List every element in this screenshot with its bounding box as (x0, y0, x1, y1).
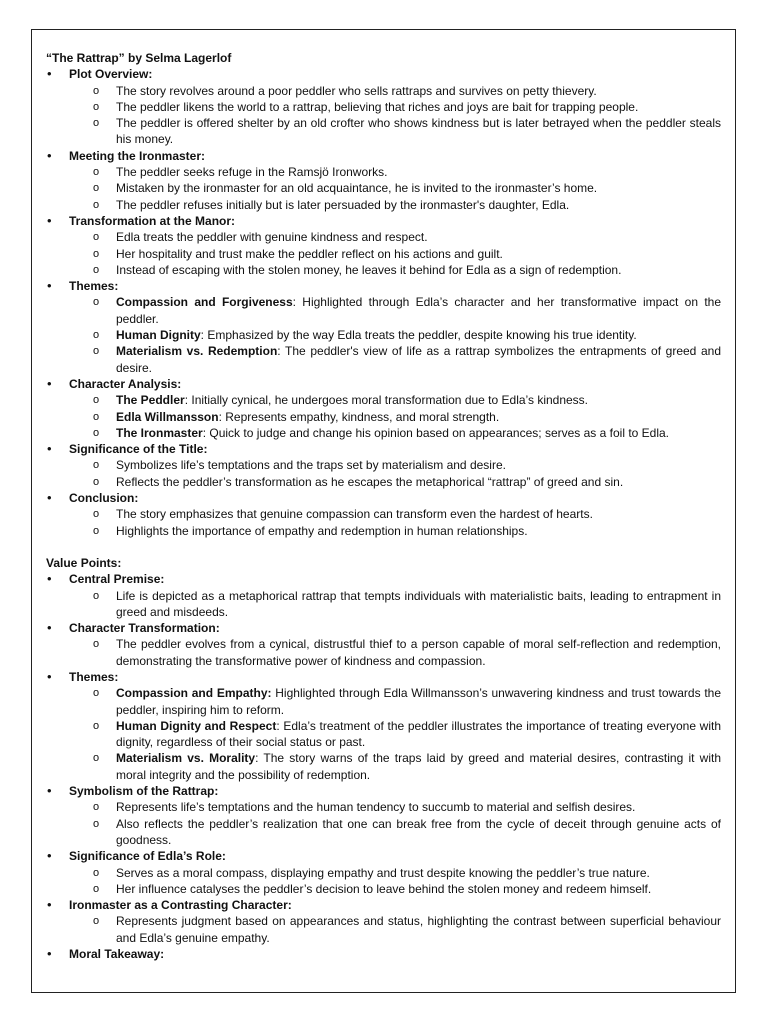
list-item (46, 881, 721, 897)
item-text: Instead of escaping with the stolen money, he leaves it behind for Edla as a sign of redemption. (116, 262, 622, 277)
item-text: Represents judgment based on appearances and status, highlighting the contrast between superficial behaviour and Edla’s genuine empathy. (116, 914, 721, 945)
item-text: Reflects the peddler’s transformation as he escapes the metaphorical “rattrap” of greed and sin. (116, 474, 624, 489)
bullet-icon: • (47, 620, 52, 636)
item-text: Her hospitality and trust make the peddler reflect on his actions and guilt. (116, 246, 503, 261)
section (46, 783, 721, 799)
list-item (46, 246, 721, 262)
list-item (46, 99, 721, 115)
item-text: : The story warns of the traps laid by greed and material desires, contrasting it with moral integrity and the possibility of redemption. (116, 751, 721, 782)
list-item (46, 229, 721, 245)
list-item (46, 588, 721, 621)
item-text: The story emphasizes that genuine compassion can transform even the hardest of hearts. (116, 507, 593, 522)
circle-bullet-icon: o (93, 84, 100, 97)
list-item (46, 164, 721, 180)
section (46, 897, 721, 913)
item-lead: Edla Willmansson (116, 409, 219, 424)
circle-bullet-icon: o (93, 915, 100, 928)
item-text: Also reflects the peddler’s realization that one can break free from the cycle of deceit through genuine acts of goodness. (116, 816, 721, 847)
circle-bullet-icon: o (93, 394, 100, 407)
item-text: : The peddler's view of life as a rattrap symbolizes the entrapments of greed and desire. (116, 344, 721, 375)
bullet-icon: • (47, 668, 52, 684)
item-text: Highlights the importance of empathy and redemption in human relationships. (116, 523, 528, 538)
section (46, 669, 721, 685)
circle-bullet-icon: o (93, 866, 100, 879)
section (46, 620, 721, 636)
item-text: : Highlighted through Edla’s character and her transformative impact on the peddler. (116, 295, 721, 326)
circle-bullet-icon: o (93, 508, 100, 521)
list-item (46, 636, 721, 669)
item-text: : Edla’s treatment of the peddler illustrates the importance of treating everyone with dignity, regardless of their social status or past. (116, 718, 722, 750)
section-heading: Character Transformation: (69, 621, 220, 636)
summary-sections (46, 66, 721, 539)
circle-bullet-icon: o (93, 801, 100, 814)
item-text: : Represents empathy, kindness, and moral strength. (218, 409, 500, 424)
circle-bullet-icon: o (93, 719, 100, 732)
list-item (46, 343, 721, 376)
section (46, 571, 721, 587)
item-text: The peddler is offered shelter by an old crofter who shows kindness but is later betrayed when the peddler steals his money. (116, 116, 721, 147)
circle-bullet-icon: o (93, 524, 100, 537)
section-heading: Significance of Edla’s Role: (69, 849, 226, 864)
list-item (46, 913, 721, 946)
circle-bullet-icon: o (93, 263, 100, 276)
value-point-sections (46, 571, 721, 962)
list-item (46, 718, 721, 751)
section-heading: Themes: (69, 279, 119, 294)
section-heading: Moral Takeaway: (69, 947, 165, 962)
circle-bullet-icon: o (93, 638, 100, 651)
circle-bullet-icon: o (93, 752, 100, 765)
bullet-icon: • (47, 783, 52, 799)
item-lead: Compassion and Empathy: (116, 686, 272, 701)
section-heading: Ironmaster as a Contrasting Character: (69, 898, 292, 913)
circle-bullet-icon: o (93, 410, 100, 423)
item-lead: Materialism vs. Redemption (116, 344, 278, 359)
list-item (46, 865, 721, 881)
list-item (46, 799, 721, 815)
item-text: The peddler seeks refuge in the Ramsjö Ironworks. (116, 165, 388, 180)
item-lead: Materialism vs. Morality (116, 751, 256, 766)
item-text: : Quick to judge and change his opinion based on appearances; serves as a foil to Edla. (202, 425, 670, 440)
circle-bullet-icon: o (93, 117, 100, 130)
item-text: The peddler refuses initially but is later persuaded by the ironmaster's daughter, Edla. (116, 197, 570, 212)
bullet-icon: • (47, 946, 52, 962)
section (46, 441, 721, 457)
item-text: Represents life’s temptations and the human tendency to succumb to material and selfish desires. (116, 800, 636, 815)
list-item (46, 523, 721, 539)
document-content (46, 50, 721, 962)
value-points-title: Value Points: (46, 555, 122, 570)
circle-bullet-icon: o (93, 247, 100, 260)
circle-bullet-icon: o (93, 329, 100, 342)
circle-bullet-icon: o (93, 182, 100, 195)
list-item (46, 83, 721, 99)
bullet-icon: • (47, 441, 52, 457)
circle-bullet-icon: o (93, 345, 100, 358)
section-heading: Central Premise: (69, 572, 165, 587)
item-text: The peddler evolves from a cynical, distrustful thief to a person capable of moral self-reflection and redemption, demonstrating the transformative power of kindness and compassion. (116, 637, 721, 668)
item-text: Her influence catalyses the peddler’s decision to leave behind the stolen money and redeem himself. (116, 881, 652, 896)
section (46, 946, 721, 962)
section-heading: Conclusion: (69, 491, 139, 506)
bullet-icon: • (47, 278, 52, 294)
item-text: Symbolizes life’s temptations and the traps set by materialism and desire. (116, 458, 506, 473)
circle-bullet-icon: o (93, 817, 100, 830)
circle-bullet-icon: o (93, 459, 100, 472)
bullet-icon: • (47, 848, 52, 864)
circle-bullet-icon: o (93, 426, 100, 439)
list-item (46, 327, 721, 343)
item-lead: The Ironmaster (116, 425, 203, 440)
section (46, 848, 721, 864)
list-item (46, 816, 721, 849)
list-item (46, 457, 721, 473)
circle-bullet-icon: o (93, 589, 100, 602)
list-item (46, 409, 721, 425)
list-item (46, 392, 721, 408)
list-item (46, 506, 721, 522)
circle-bullet-icon: o (93, 100, 100, 113)
circle-bullet-icon: o (93, 296, 100, 309)
item-lead: The Peddler (116, 393, 185, 408)
section (46, 278, 721, 294)
list-item (46, 180, 721, 196)
item-text: : Initially cynical, he undergoes moral transformation due to Edla’s kindness. (184, 393, 589, 408)
section-heading: Meeting the Ironmaster: (69, 148, 206, 163)
circle-bullet-icon: o (93, 198, 100, 211)
document-title: “The Rattrap” by Selma Lagerlof (46, 51, 232, 65)
item-text: Highlighted through Edla Willmansson’s unwavering kindness and trust towards the peddler, inspiring him to reform. (116, 686, 721, 717)
circle-bullet-icon: o (93, 475, 100, 488)
section (46, 148, 721, 164)
document-page (31, 29, 736, 993)
list-item (46, 425, 721, 441)
circle-bullet-icon: o (93, 231, 100, 244)
section-heading: Transformation at the Manor: (69, 213, 236, 228)
item-text: : Emphasized by the way Edla treats the peddler, despite knowing his true identity. (200, 328, 637, 343)
item-lead: Human Dignity (116, 328, 201, 343)
section-heading: Themes: (69, 669, 119, 684)
bullet-icon: • (47, 490, 52, 506)
bullet-icon: • (47, 212, 52, 228)
bullet-icon: • (47, 897, 52, 913)
bullet-icon: • (47, 571, 52, 587)
section-heading: Plot Overview: (69, 67, 153, 82)
list-item (46, 474, 721, 490)
spacer (46, 539, 721, 555)
section (46, 66, 721, 82)
item-text: Edla treats the peddler with genuine kindness and respect. (116, 230, 428, 245)
list-item (46, 685, 721, 718)
list-item (46, 197, 721, 213)
circle-bullet-icon: o (93, 166, 100, 179)
item-text: The peddler likens the world to a rattrap, believing that riches and joys are bait for trapping people. (116, 99, 639, 114)
list-item (46, 115, 721, 148)
section (46, 490, 721, 506)
section-heading: Significance of the Title: (69, 442, 208, 457)
item-text: Serves as a moral compass, displaying empathy and trust despite knowing the peddler’s true nature. (116, 865, 650, 880)
bullet-icon: • (47, 66, 52, 82)
section-heading: Symbolism of the Rattrap: (69, 784, 219, 799)
item-lead: Human Dignity and Respect (116, 718, 277, 733)
bullet-icon: • (47, 147, 52, 163)
item-lead: Compassion and Forgiveness (116, 295, 293, 310)
section (46, 376, 721, 392)
section-heading: Character Analysis: (69, 376, 182, 391)
list-item (46, 294, 721, 327)
item-text: Life is depicted as a metaphorical rattrap that tempts individuals with materialistic baits, leading to entrapment in greed and misdeeds. (116, 588, 721, 619)
circle-bullet-icon: o (93, 882, 100, 895)
section (46, 213, 721, 229)
bullet-icon: • (47, 375, 52, 391)
list-item (46, 262, 721, 278)
list-item (46, 750, 721, 783)
item-text: Mistaken by the ironmaster for an old acquaintance, he is invited to the ironmaster’s home. (116, 181, 598, 196)
item-text: The story revolves around a poor peddler who sells rattraps and survives on petty thievery. (116, 83, 597, 98)
circle-bullet-icon: o (93, 687, 100, 700)
